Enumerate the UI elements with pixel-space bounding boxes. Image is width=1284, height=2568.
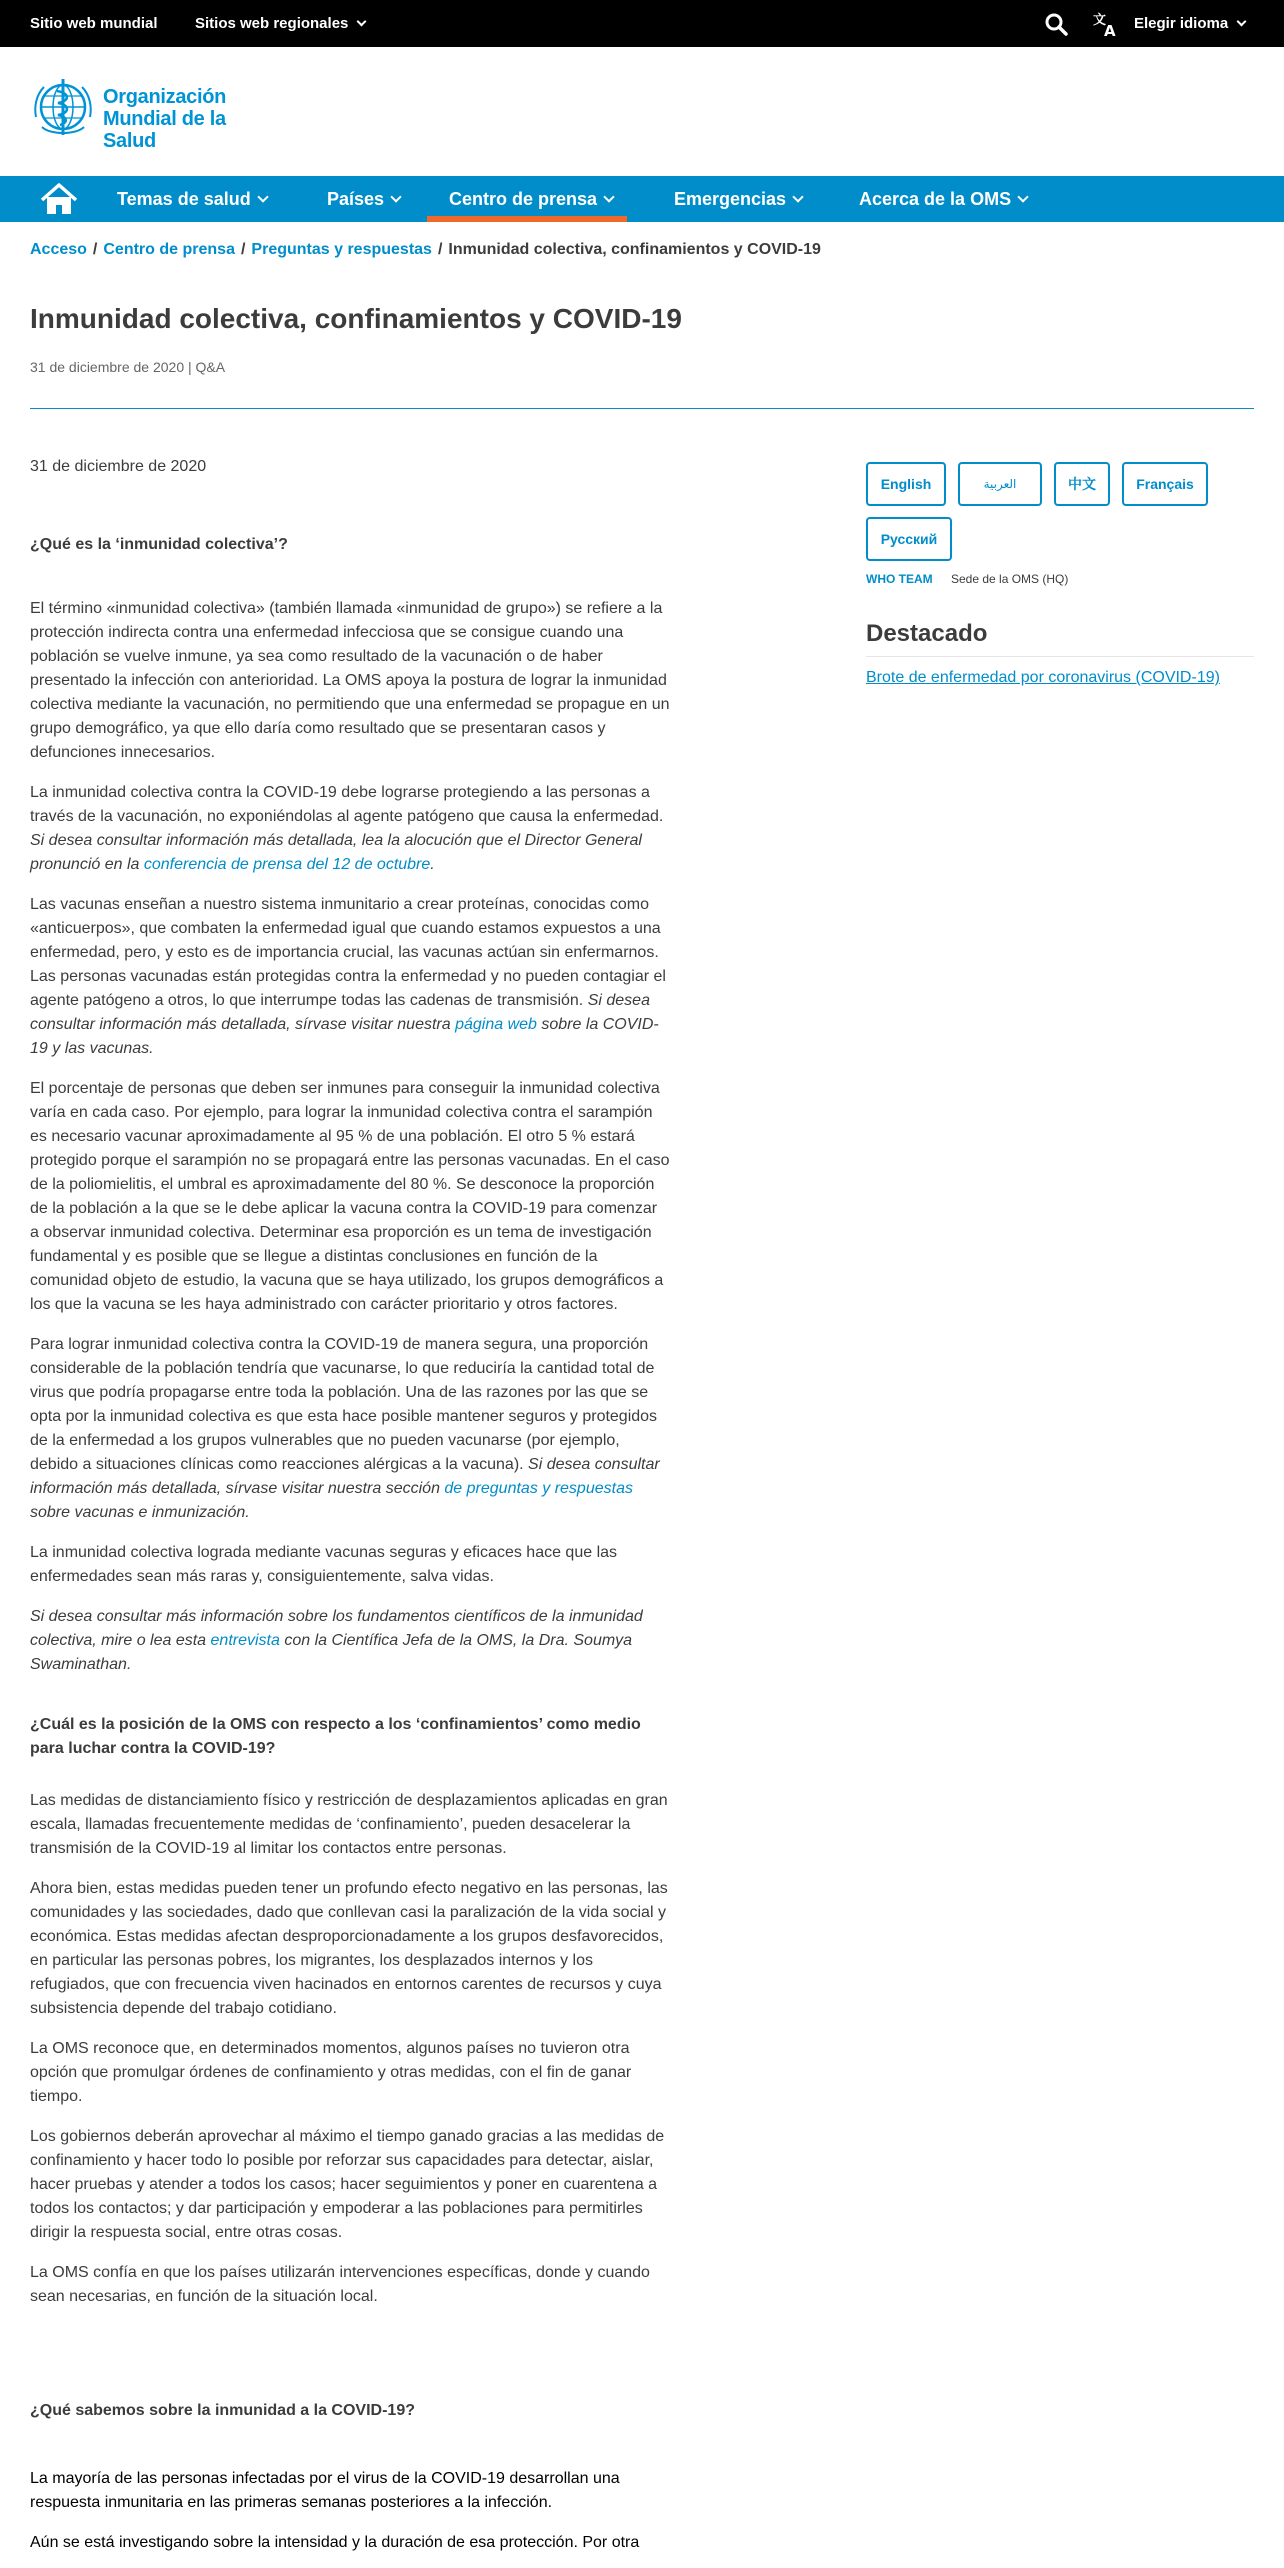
featured-covid-link[interactable]: Brote de enfermedad por coronavirus (COVID-19) [866, 669, 1220, 686]
paragraph: Si desea consultar más información sobre los fundamentos científicos de la inmunidad colectiva, mire o lea esta entrevista con la Científica Jefa de la OMS, la Dra. Soumya Swaminathan. [30, 1608, 643, 1673]
nav-countries[interactable] [327, 189, 400, 210]
who-hq-label: Sede de la OMS (HQ) [951, 572, 1069, 586]
chevron-down-icon [357, 17, 367, 27]
global-site-link[interactable]: Sitio web mundial [30, 15, 158, 32]
language-button-chinese[interactable]: 中文 [1054, 462, 1110, 506]
paragraph: La OMS reconoce que, en determinados momentos, algunos países no tuvieron otra opción que promulgar órdenes de confinamiento y otras medidas, con el fin de ganar tiempo. [30, 2040, 632, 2105]
top-bar [0, 0, 1284, 47]
question-heading: ¿Qué sabemos sobre la inmunidad a la COVID-19? [30, 2402, 415, 2419]
nav-label: Centro de prensa [449, 189, 598, 209]
question-heading: ¿Qué es la ‘inmunidad colectiva’? [30, 536, 288, 553]
vaccines-webpage-link[interactable]: página web [455, 1016, 537, 1033]
search-icon[interactable] [1044, 12, 1068, 36]
nav-label: Países [327, 189, 385, 209]
nav-active-indicator [427, 216, 627, 222]
paragraph: La mayoría de las personas infectadas por el virus de la COVID-19 desarrollan una respuesta inmunitaria en las primeras semanas posteriores a la infección. [30, 2470, 620, 2511]
nav-emergencies[interactable] [674, 189, 802, 210]
language-button-english[interactable]: English [866, 462, 946, 506]
paragraph: La inmunidad colectiva contra la COVID-19 debe lograrse protegiendo a las personas a través de la vacunación, no exponiéndolas al agente patógeno que causa la enfermedad. Si desea consultar información más detallada, lea la alocución que el Director General pronunció en la conferencia de prensa del 12 de octubre. [30, 784, 664, 873]
language-button-arabic[interactable]: العربية [958, 462, 1042, 506]
breadcrumb: Acceso / Centro de prensa / Preguntas y respuestas / Inmunidad colectiva, confinamientos y COVID-19 [30, 241, 821, 258]
chevron-down-icon [1017, 191, 1028, 202]
chevron-down-icon [257, 191, 268, 202]
page-meta: 31 de diciembre de 2020 | Q&A [30, 359, 226, 375]
paragraph: Aún se está investigando sobre la intensidad y la duración de esa protección. Por otra [30, 2534, 640, 2551]
question-heading: ¿Cuál es la posición de la OMS con respecto a los ‘confinamientos’ como medio para luchar contra la COVID-19? [30, 1716, 641, 1757]
who-team-link[interactable]: WHO TEAM [866, 572, 933, 586]
nav-about[interactable] [859, 189, 1027, 210]
breadcrumb-qa[interactable]: Preguntas y respuestas [251, 241, 432, 258]
translate-icon[interactable] [1092, 10, 1120, 38]
interview-link[interactable]: entrevista [210, 1632, 280, 1649]
paragraph: Para lograr inmunidad colectiva contra la COVID-19 de manera segura, una proporción considerable de la población tendría que vacunarse, lo que reduciría la cantidad total de virus que podría propagarse entre toda la población. Una de las razones por las que se opta por la inmunidad colectiva es que esta hace posible mantener seguros y protegidos de la enfermedad a los grupos vulnerables que no pueden vacunarse (por ejemplo, debido a situaciones clínicas como reacciones alérgicas a la vacuna). Si desea consultar información más detallada, sírvase visitar nuestra sección de preguntas y respuestas sobre vacunas e inmunización. [30, 1336, 660, 1521]
nav-newsroom[interactable] [449, 189, 613, 210]
who-emblem-icon [30, 77, 96, 139]
press-conference-link[interactable]: conferencia de prensa del 12 de octubre [143, 856, 431, 873]
home-icon[interactable] [40, 183, 78, 215]
chevron-down-icon [1237, 17, 1247, 27]
paragraph: Los gobiernos deberán aprovechar al máximo el tiempo ganado gracias a las medidas de confinamiento y hacer todo lo posible por reforzar sus capacidades para detectar, aislar, hacer pruebas y atender a todos los casos; hacer seguimientos y poner en cuarentena a todos los contactos; y dar participación y empoderar a las poblaciones para permitirles dirigir la respuesta social, entre otras cosas. [30, 2128, 665, 2241]
language-button-russian[interactable]: Русский [866, 517, 952, 561]
breadcrumb-home[interactable]: Acceso [30, 241, 87, 258]
nav-label: Acerca de la OMS [859, 189, 1012, 209]
article-body [30, 455, 670, 2568]
paragraph: Las medidas de distanciamiento físico y restricción de desplazamientos aplicadas en gran escala, llamadas frecuentemente medidas de ‘confinamiento’, pueden desacelerar la transmisión de la COVID-19 al limitar los contactos entre personas. [30, 1792, 668, 1857]
choose-language-menu[interactable] [1134, 15, 1245, 32]
nav-label: Emergencias [674, 189, 787, 209]
svg-text:文: 文 [1093, 13, 1107, 28]
divider [30, 408, 1254, 409]
paragraph: La OMS confía en que los países utilizarán intervenciones específicas, donde y cuando sean necesarias, en función de la situación local. [30, 2264, 650, 2305]
paragraph: El porcentaje de personas que deben ser inmunes para conseguir la inmunidad colectiva varía en cada caso. Por ejemplo, para lograr la inmunidad colectiva contra el sarampión es necesario vacunar aproximadamente al 95 % de una población. El otro 5 % estará protegido porque el sarampión no se propagará entre las personas vacunadas. En el caso de la poliomielitis, el umbral es aproximadamente del 80 %. Se desconoce la proporción de la población a la que se le debe aplicar la vacuna contra la COVID-19 para comenzar a observar inmunidad colectiva. Determinar esa proporción es un tema de investigación fundamental y es posible que se llegue a distintas conclusiones en función de la comunidad objeto de estudio, la vacuna que se haya utilizado, los grupos demográficos a los que la vacuna se les haya administrado con carácter prioritario y otros factores. [30, 1080, 670, 1313]
main-nav [0, 176, 1284, 222]
qa-section-link[interactable]: de preguntas y respuestas [444, 1480, 633, 1497]
logo-line-1: Organización [103, 86, 227, 108]
featured-title: Destacado [866, 620, 988, 647]
chevron-down-icon [390, 191, 401, 202]
logo-line-2: Mundial de la Salud [103, 108, 226, 152]
featured-divider [866, 656, 1254, 657]
breadcrumb-current: Inmunidad colectiva, confinamientos y COVID-19 [448, 241, 821, 258]
paragraph: El término «inmunidad colectiva» (también llamada «inmunidad de grupo») se refiere a la protección indirecta contra una enfermedad infecciosa que se consigue cuando una población se vuelve inmune, ya sea como resultado de la vacunación o de haber presentado la infección con anterioridad. La OMS apoya la postura de lograr la inmunidad colectiva mediante la vacunación, no permitiendo que una enfermedad se propague en un grupo demográfico, ya que ello daría como resultado que se presentaran casos y defunciones innecesarios. [30, 600, 670, 761]
paragraph: Las vacunas enseñan a nuestro sistema inmunitario a crear proteínas, conocidas como «anticuerpos», que combaten la enfermedad igual que cuando estamos expuestos a una enfermedad, pero, y esto es de importancia crucial, las vacunas actúan sin enfermarnos. Las personas vacunadas están protegidas contra la enfermedad y no pueden contagiar el agente patógeno a otros, lo que interrumpe todas las cadenas de transmisión. Si desea consultar información más detallada, sírvase visitar nuestra página web sobre la COVID-19 y las vacunas. [30, 896, 666, 1057]
paragraph: La inmunidad colectiva lograda mediante vacunas seguras y eficaces hace que las enfermedades sean más raras y, consiguientemente, salva vidas. [30, 1544, 618, 1585]
svg-text:A: A [1104, 22, 1116, 38]
who-logo-text [103, 86, 270, 152]
chevron-down-icon [603, 191, 614, 202]
chevron-down-icon [792, 191, 803, 202]
choose-language-label: Elegir idioma [1134, 15, 1229, 32]
language-button-french[interactable]: Français [1122, 462, 1208, 506]
page-title: Inmunidad colectiva, confinamientos y COVID-19 [30, 303, 682, 334]
article-date: 31 de diciembre de 2020 [30, 458, 207, 475]
breadcrumb-newsroom[interactable]: Centro de prensa [103, 241, 235, 258]
paragraph: Ahora bien, estas medidas pueden tener un profundo efecto negativo en las personas, las comunidades y las sociedades, dado que conllevan casi la paralización de la vida social y económica. Estas medidas afectan desproporcionadamente a los grupos desfavorecidos, en particular las personas pobres, los migrantes, los desplazados internos y los refugiados, que con frecuencia viven hacinados en entornos carentes de recursos y cuya subsistencia depende del trabajo cotidiano. [30, 1880, 668, 2017]
nav-health-topics[interactable] [117, 189, 267, 210]
regional-sites-menu[interactable] [195, 15, 365, 32]
who-logo[interactable] [30, 77, 270, 152]
nav-label: Temas de salud [117, 189, 251, 209]
regional-sites-label: Sitios web regionales [195, 15, 349, 32]
